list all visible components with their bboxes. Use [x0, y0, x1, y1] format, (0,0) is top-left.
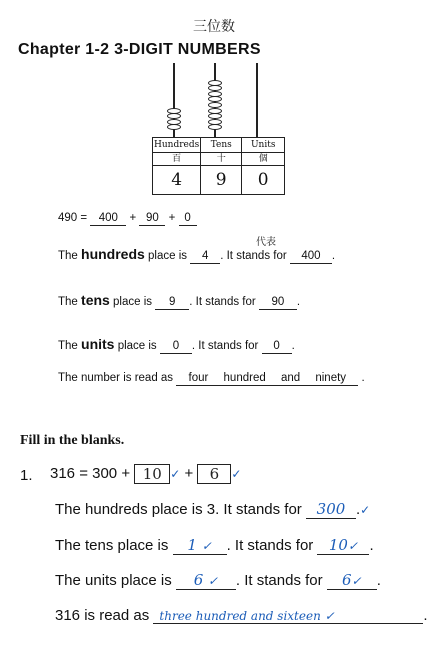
tens-line — [58, 292, 300, 310]
abacus-bead — [167, 124, 181, 130]
check-mark-icon: ✓ — [201, 539, 212, 553]
box-value: 10 — [142, 465, 162, 483]
header-units-cn: 個 — [242, 153, 285, 166]
exercise-units-line — [55, 572, 381, 590]
handwritten-answer: three hundred and sixteen — [159, 609, 321, 623]
check-mark-icon: ✓ — [170, 466, 181, 481]
abacus-bead — [208, 85, 222, 91]
digit-tens: 9 — [201, 166, 242, 195]
plus-sign: + — [168, 212, 176, 224]
header-tens-cn: 十 — [201, 153, 242, 166]
check-mark-icon: ✓ — [324, 609, 335, 623]
text: . It stands for — [220, 250, 287, 262]
units-line — [58, 336, 295, 354]
text: . — [369, 537, 374, 554]
expansion-units: 0 — [179, 212, 197, 226]
text: 316 is read as — [55, 607, 150, 624]
read-as-blank — [176, 372, 358, 386]
abacus-bead — [208, 91, 222, 97]
read-word: ninety — [315, 372, 347, 384]
abacus-bead — [208, 113, 222, 119]
digit-hundreds: 4 — [153, 166, 201, 195]
chinese-title: 三位数 — [193, 19, 235, 35]
units-digit-blank: 0 — [160, 340, 192, 354]
text: . — [296, 296, 301, 308]
abacus-bead — [208, 96, 222, 102]
exercise-hundreds-line — [55, 501, 370, 519]
tens-digit-blank: 9 — [155, 296, 189, 310]
exercise-heading: Fill in the blanks. — [20, 433, 125, 448]
text: . — [331, 250, 336, 262]
tens-value-blank: 90 — [259, 296, 297, 310]
units-value-blank: 0 — [262, 340, 292, 354]
abacus-bead — [208, 108, 222, 114]
abacus-bead — [167, 108, 181, 114]
read-word: and — [280, 372, 301, 384]
keyword-units: units — [81, 336, 115, 352]
abacus-bead — [167, 119, 181, 125]
abacus-bead — [208, 80, 222, 86]
check-mark-icon: ✓ — [360, 503, 371, 517]
text: The units place is — [55, 572, 172, 589]
hundreds-value-blank: 400 — [290, 250, 332, 264]
header-units: Units — [242, 138, 285, 153]
exercise-tens-line — [55, 537, 374, 555]
hundreds-line — [58, 246, 335, 264]
text: . — [291, 340, 295, 352]
check-mark-icon: ✓ — [347, 539, 359, 553]
hundreds-digit-blank: 4 — [190, 250, 220, 264]
keyword-tens: tens — [81, 292, 110, 308]
text: . — [361, 372, 365, 384]
place-value-table — [152, 137, 285, 195]
handwritten-answer: 6 — [341, 571, 352, 589]
text: The — [58, 340, 78, 352]
plus-sign: + — [129, 212, 137, 224]
check-mark-icon: ✓ — [351, 574, 362, 588]
expansion-hundreds: 400 — [90, 212, 126, 226]
expansion-tens: 90 — [139, 212, 165, 226]
text: . — [423, 607, 428, 624]
text: . — [355, 501, 361, 518]
read-answer-blank[interactable] — [153, 610, 423, 624]
text: . It stands for — [226, 537, 314, 554]
expansion-line — [58, 212, 197, 226]
header-hundreds: Hundreds — [153, 138, 201, 153]
handwritten-note: 代表 — [256, 237, 276, 248]
abacus-rod-units — [256, 63, 258, 137]
abacus-bead — [208, 119, 222, 125]
header-tens: Tens — [201, 138, 242, 153]
handwritten-answer: 10 — [328, 536, 348, 554]
digit-units: 0 — [242, 166, 285, 195]
text: place is — [148, 250, 188, 262]
hundreds-answer-blank[interactable] — [306, 501, 356, 519]
plus-sign: + — [184, 464, 194, 482]
equation-text: 316 = 300 + — [50, 464, 131, 482]
handwritten-answer: 1 — [187, 536, 197, 554]
tens-answer-blank[interactable] — [317, 537, 369, 555]
exercise-read-line — [55, 607, 428, 624]
keyword-hundreds: hundreds — [81, 246, 145, 262]
tens-digit-answer-blank[interactable] — [173, 537, 227, 555]
units-digit-answer-blank[interactable] — [176, 572, 236, 590]
text: . It stands for — [235, 572, 323, 589]
question-number: 1. — [20, 467, 33, 484]
equation-line — [50, 464, 241, 484]
handwritten-answer: 300 — [316, 500, 346, 518]
text: place is — [117, 340, 157, 352]
answer-box-tens[interactable] — [134, 464, 170, 484]
text: The tens place is — [55, 537, 169, 554]
check-mark-icon: ✓ — [208, 574, 219, 588]
text: . It stands for — [191, 340, 259, 352]
header-hundreds-cn: 百 — [153, 153, 201, 166]
read-as-line — [58, 372, 365, 386]
units-answer-blank[interactable] — [327, 572, 377, 590]
text: . It stands for — [189, 296, 256, 308]
box-value: 6 — [209, 465, 220, 483]
handwritten-answer: 6 — [193, 571, 204, 589]
text: The — [58, 296, 78, 308]
abacus-bead — [208, 102, 222, 108]
expansion-number: 490 = — [58, 212, 88, 224]
read-word: four — [188, 372, 209, 384]
text: The hundreds place is 3. It stands for — [55, 501, 302, 518]
check-mark-icon: ✓ — [231, 466, 242, 481]
text: place is — [113, 296, 153, 308]
chapter-title: Chapter 1-2 3-DIGIT NUMBERS — [18, 41, 261, 58]
text: The number is read as — [58, 372, 174, 384]
text: The — [58, 250, 78, 262]
answer-box-units[interactable] — [197, 464, 231, 484]
read-word: hundred — [223, 372, 266, 384]
text: . — [376, 572, 381, 589]
abacus-bead — [208, 124, 222, 130]
abacus-bead — [167, 113, 181, 119]
